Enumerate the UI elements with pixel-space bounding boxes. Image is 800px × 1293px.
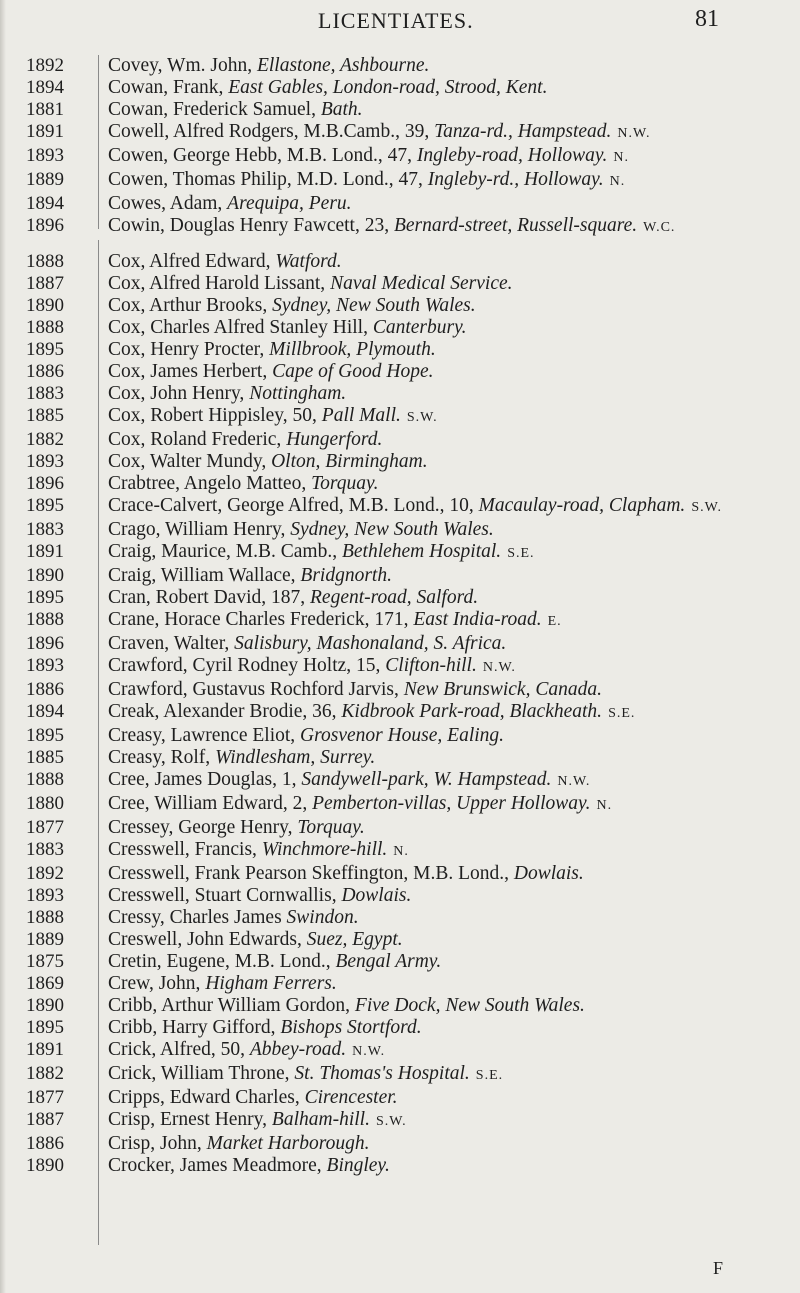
entry-year: 1892 xyxy=(26,863,64,884)
entry-address: Clifton-hill. xyxy=(385,655,477,676)
entry-year: 1869 xyxy=(26,973,64,994)
entry-text xyxy=(108,565,800,587)
entry-address: Winchmore-hill. xyxy=(261,839,388,860)
entry-text xyxy=(108,1039,800,1063)
list-item xyxy=(0,77,800,99)
entry-address: Windlesham, Surrey. xyxy=(215,747,376,768)
entry-address: Higham Ferrers. xyxy=(205,973,337,994)
list-item xyxy=(0,679,800,701)
entry-name: Cribb, Harry Gifford, xyxy=(108,1017,281,1038)
entry-year: 1894 xyxy=(26,77,64,98)
entry-year: 1888 xyxy=(26,907,64,928)
entry-text xyxy=(108,121,800,145)
entry-text xyxy=(108,1087,800,1109)
entry-text xyxy=(108,383,800,405)
entry-year: 1885 xyxy=(26,747,64,768)
list-item xyxy=(0,1087,800,1109)
entry-name: Crisp, Ernest Henry, xyxy=(108,1109,272,1130)
entry-text xyxy=(108,929,800,951)
entry-address: Sydney, New South Wales. xyxy=(290,519,494,540)
entry-address: Bernard-street, Russell-square. xyxy=(393,215,638,236)
entry-address: Dowlais. xyxy=(513,863,584,884)
entry-text xyxy=(108,655,800,679)
list-item xyxy=(0,99,800,121)
entry-name: Cressy, Charles James xyxy=(108,907,287,928)
entry-year: 1893 xyxy=(26,145,64,166)
list-item xyxy=(0,295,800,317)
list-item xyxy=(0,863,800,885)
entry-year: 1883 xyxy=(26,519,64,540)
entry-text xyxy=(108,863,800,885)
list-item xyxy=(0,473,800,495)
entry-name: Cox, Roland Frederic, xyxy=(108,429,287,450)
entry-address: St. Thomas's Hospital. xyxy=(294,1063,470,1084)
entry-address: Salisbury, Mashonaland, S. Africa. xyxy=(234,633,507,654)
entry-district: N. xyxy=(393,844,409,859)
entry-year: 1877 xyxy=(26,1087,64,1108)
entry-year: 1893 xyxy=(26,655,64,676)
entry-district: N.W. xyxy=(617,126,651,141)
entry-text xyxy=(108,839,800,863)
entry-name: Craig, Maurice, M.B. Camb., xyxy=(108,541,342,562)
entry-year: 1882 xyxy=(26,1063,64,1084)
entry-text xyxy=(108,1017,800,1039)
entry-address: Ingleby-road, Holloway. xyxy=(416,145,608,166)
entry-text xyxy=(108,215,800,239)
entry-district: S.W. xyxy=(691,500,723,515)
entry-name: Creasy, Rolf, xyxy=(108,747,216,768)
entry-name: Creak, Alexander Brodie, 36, xyxy=(108,701,342,722)
entry-name: Crisp, John, xyxy=(108,1133,207,1154)
entry-text xyxy=(108,747,800,769)
list-item xyxy=(0,1039,800,1063)
entry-name: Cressey, George Henry, xyxy=(108,817,298,838)
entry-text xyxy=(108,519,800,541)
entry-address: Olton, Birmingham. xyxy=(271,451,428,472)
list-item xyxy=(0,1133,800,1155)
list-item xyxy=(0,215,800,239)
entry-district: E. xyxy=(547,614,562,629)
entry-name: Crocker, James Meadmore, xyxy=(108,1155,327,1176)
entry-district: N.W. xyxy=(557,774,591,789)
entry-text xyxy=(108,793,800,817)
entry-district: S.W. xyxy=(406,410,438,425)
entry-year: 1890 xyxy=(26,995,64,1016)
entry-name: Cretin, Eugene, M.B. Lond., xyxy=(108,951,336,972)
entry-address: Torquay. xyxy=(297,817,365,838)
entry-text xyxy=(108,361,800,383)
entry-name: Cree, James Douglas, 1, xyxy=(108,769,302,790)
entry-name: Cowen, George Hebb, M.B. Lond., 47, xyxy=(108,145,417,166)
entry-name: Creasy, Lawrence Eliot, xyxy=(108,725,301,746)
list-item xyxy=(0,541,800,565)
entry-address: Torquay. xyxy=(311,473,379,494)
entry-text xyxy=(108,679,800,701)
entry-text xyxy=(108,907,800,929)
entry-name: Cox, James Herbert, xyxy=(108,361,273,382)
entry-district: N.W. xyxy=(482,660,516,675)
entry-year: 1882 xyxy=(26,429,64,450)
entry-address: Bengal Army. xyxy=(335,951,442,972)
entry-name: Crawford, Gustavus Rochford Jarvis, xyxy=(108,679,404,700)
entry-year: 1883 xyxy=(26,839,64,860)
list-item xyxy=(0,565,800,587)
entry-name: Cowell, Alfred Rodgers, M.B.Camb., 39, xyxy=(108,121,435,142)
entry-district: N. xyxy=(609,174,626,189)
entry-text xyxy=(108,973,800,995)
entry-address: Sydney, New South Wales. xyxy=(272,295,476,316)
entry-name: Cox, Alfred Edward, xyxy=(108,251,276,272)
entry-year: 1895 xyxy=(26,495,64,516)
entry-text xyxy=(108,885,800,907)
entry-address: Naval Medical Service. xyxy=(330,273,513,294)
list-item xyxy=(0,587,800,609)
entry-year: 1895 xyxy=(26,587,64,608)
entry-address: Suez, Egypt. xyxy=(306,929,403,950)
entry-name: Cox, Henry Procter, xyxy=(108,339,270,360)
entry-name: Cresswell, Stuart Cornwallis, xyxy=(108,885,342,906)
list-item xyxy=(0,251,800,273)
entry-year: 1895 xyxy=(26,725,64,746)
list-item xyxy=(0,383,800,405)
entry-text xyxy=(108,951,800,973)
list-item xyxy=(0,973,800,995)
list-item xyxy=(0,121,800,145)
entry-text xyxy=(108,169,800,193)
entry-year: 1886 xyxy=(26,361,64,382)
list-item xyxy=(0,929,800,951)
entry-text xyxy=(108,633,800,655)
entry-year: 1891 xyxy=(26,121,64,142)
entry-text xyxy=(108,55,800,77)
entry-text xyxy=(108,995,800,1017)
entry-year: 1875 xyxy=(26,951,64,972)
entry-year: 1887 xyxy=(26,273,64,294)
entry-district: N.W. xyxy=(352,1044,386,1059)
entry-text xyxy=(108,609,800,633)
entry-text xyxy=(108,317,800,339)
entry-year: 1894 xyxy=(26,701,64,722)
list-item xyxy=(0,429,800,451)
entry-name: Crick, William Throne, xyxy=(108,1063,295,1084)
entry-address: New Brunswick, Canada. xyxy=(403,679,602,700)
entry-year: 1888 xyxy=(26,317,64,338)
entry-name: Cox, Charles Alfred Stanley Hill, xyxy=(108,317,373,338)
entry-address: Swindon. xyxy=(286,907,359,928)
entry-year: 1890 xyxy=(26,565,64,586)
entry-address: Canterbury. xyxy=(372,317,467,338)
entry-text xyxy=(108,725,800,747)
entry-name: Crago, William Henry, xyxy=(108,519,291,540)
signature-mark: F xyxy=(713,1258,724,1278)
entry-address: Bingley. xyxy=(326,1155,390,1176)
entry-address: Market Harborough. xyxy=(206,1133,370,1154)
entry-year: 1885 xyxy=(26,405,64,426)
entry-text xyxy=(108,473,800,495)
entry-address: Dowlais. xyxy=(341,885,412,906)
list-item xyxy=(0,747,800,769)
entry-address: Macaulay-road, Clapham. xyxy=(478,495,686,516)
entry-text xyxy=(108,77,800,99)
entry-name: Cox, John Henry, xyxy=(108,383,250,404)
list-item xyxy=(0,1109,800,1133)
entry-year: 1890 xyxy=(26,1155,64,1176)
entry-text xyxy=(108,193,800,215)
entry-name: Cran, Robert David, 187, xyxy=(108,587,311,608)
entry-address: Hungerford. xyxy=(286,429,383,450)
entry-year: 1895 xyxy=(26,339,64,360)
entry-name: Cowin, Douglas Henry Fawcett, 23, xyxy=(108,215,394,236)
entry-text xyxy=(108,451,800,473)
list-item xyxy=(0,169,800,193)
entry-name: Crick, Alfred, 50, xyxy=(108,1039,250,1060)
entry-text xyxy=(108,1155,800,1177)
list-item xyxy=(0,725,800,747)
entry-year: 1886 xyxy=(26,1133,64,1154)
entry-district: S.W. xyxy=(375,1114,407,1129)
entry-name: Craven, Walter, xyxy=(108,633,235,654)
entry-year: 1891 xyxy=(26,1039,64,1060)
entry-name: Crawford, Cyril Rodney Holtz, 15, xyxy=(108,655,386,676)
entry-text xyxy=(108,701,800,725)
entry-address: Bethlehem Hospital. xyxy=(341,541,502,562)
list-item xyxy=(0,273,800,295)
entry-text xyxy=(108,251,800,273)
list-item xyxy=(0,817,800,839)
entry-text xyxy=(108,99,800,121)
entry-text xyxy=(108,1133,800,1155)
entry-year: 1896 xyxy=(26,473,64,494)
entry-name: Cresswell, Frank Pearson Skeffington, M.B. Lond., xyxy=(108,863,514,884)
entry-address: Ellastone, Ashbourne. xyxy=(256,55,430,76)
entry-year: 1894 xyxy=(26,193,64,214)
entry-text xyxy=(108,541,800,565)
page-header xyxy=(0,4,800,38)
list-item xyxy=(0,495,800,519)
entry-name: Crew, John, xyxy=(108,973,206,994)
entry-address: Sandywell-park, W. Hampstead. xyxy=(301,769,552,790)
entry-name: Cowes, Adam, xyxy=(108,193,228,214)
entry-name: Crane, Horace Charles Frederick, 171, xyxy=(108,609,414,630)
entry-address: Grosvenor House, Ealing. xyxy=(300,725,505,746)
entry-address: Millbrook, Plymouth. xyxy=(269,339,436,360)
list-item xyxy=(0,1017,800,1039)
entry-year: 1888 xyxy=(26,609,64,630)
entry-year: 1895 xyxy=(26,1017,64,1038)
page-number: 81 xyxy=(695,6,719,32)
entry-address: Abbey-road. xyxy=(249,1039,347,1060)
entry-district: S.E. xyxy=(608,706,636,721)
entry-name: Craig, William Wallace, xyxy=(108,565,301,586)
list-item xyxy=(0,193,800,215)
entry-year: 1889 xyxy=(26,169,64,190)
entry-year: 1888 xyxy=(26,251,64,272)
list-item xyxy=(0,701,800,725)
entry-address: Watford. xyxy=(275,251,342,272)
entry-address: Cirencester. xyxy=(304,1087,398,1108)
entry-text xyxy=(108,495,800,519)
list-item xyxy=(0,339,800,361)
entry-year: 1896 xyxy=(26,215,64,236)
entry-address: Regent-road, Salford. xyxy=(310,587,479,608)
entry-name: Creswell, John Edwards, xyxy=(108,929,307,950)
entry-address: Pall Mall. xyxy=(321,405,401,426)
entry-address: Bishops Stortford. xyxy=(280,1017,422,1038)
entry-address: Tanza-rd., Hampstead. xyxy=(434,121,612,142)
entry-text xyxy=(108,429,800,451)
entry-year: 1890 xyxy=(26,295,64,316)
entry-text xyxy=(108,273,800,295)
list-item xyxy=(0,1063,800,1087)
list-item xyxy=(0,951,800,973)
entry-text xyxy=(108,405,800,429)
entry-address: East India-road. xyxy=(413,609,542,630)
licentiates-list xyxy=(0,55,800,1177)
entry-district: N. xyxy=(613,150,629,165)
entry-address: Bridgnorth. xyxy=(300,565,392,586)
list-item xyxy=(0,55,800,77)
entry-year: 1886 xyxy=(26,679,64,700)
entry-year: 1877 xyxy=(26,817,64,838)
entry-name: Cowan, Frederick Samuel, xyxy=(108,99,321,120)
entry-year: 1883 xyxy=(26,383,64,404)
entry-text xyxy=(108,587,800,609)
entry-year: 1880 xyxy=(26,793,64,814)
entry-name: Cripps, Edward Charles, xyxy=(108,1087,305,1108)
list-item xyxy=(0,655,800,679)
entry-district: S.E. xyxy=(475,1068,504,1083)
entry-text xyxy=(108,295,800,317)
list-item xyxy=(0,995,800,1017)
entry-text xyxy=(108,1063,800,1087)
entry-name: Cowan, Frank, xyxy=(108,77,229,98)
list-item xyxy=(0,519,800,541)
entry-year: 1893 xyxy=(26,451,64,472)
entry-text xyxy=(108,769,800,793)
entry-text xyxy=(108,817,800,839)
list-item xyxy=(0,633,800,655)
entry-address: Pemberton-villas, Upper Holloway. xyxy=(312,793,591,814)
entry-year: 1889 xyxy=(26,929,64,950)
entry-name: Cree, William Edward, 2, xyxy=(108,793,313,814)
entry-name: Cribb, Arthur William Gordon, xyxy=(108,995,355,1016)
list-item xyxy=(0,769,800,793)
list-item xyxy=(0,317,800,339)
entry-year: 1887 xyxy=(26,1109,64,1130)
entry-address: Bath. xyxy=(320,99,363,120)
entry-year: 1881 xyxy=(26,99,64,120)
entry-name: Cox, Arthur Brooks, xyxy=(108,295,273,316)
list-item xyxy=(0,885,800,907)
list-item xyxy=(0,405,800,429)
list-item xyxy=(0,793,800,817)
entry-name: Cresswell, Francis, xyxy=(108,839,262,860)
entry-name: Crabtree, Angelo Matteo, xyxy=(108,473,312,494)
entry-year: 1896 xyxy=(26,633,64,654)
entry-year: 1891 xyxy=(26,541,64,562)
entry-name: Cox, Robert Hippisley, 50, xyxy=(108,405,322,426)
list-item xyxy=(0,1155,800,1177)
list-item xyxy=(0,609,800,633)
entry-district: S.E. xyxy=(507,546,535,561)
entry-address: Cape of Good Hope. xyxy=(272,361,434,382)
entry-address: Arequipa, Peru. xyxy=(227,193,352,214)
list-item xyxy=(0,145,800,169)
entry-name: Cox, Alfred Harold Lissant, xyxy=(108,273,331,294)
entry-name: Covey, Wm. John, xyxy=(108,55,257,76)
list-item xyxy=(0,907,800,929)
entry-district: N. xyxy=(596,798,613,813)
entry-district: W.C. xyxy=(643,220,676,235)
entry-name: Crace-Calvert, George Alfred, M.B. Lond., 10, xyxy=(108,495,479,516)
entry-name: Cowen, Thomas Philip, M.D. Lond., 47, xyxy=(108,169,428,190)
entry-address: Balham-hill. xyxy=(271,1109,370,1130)
entry-year: 1892 xyxy=(26,55,64,76)
entry-text xyxy=(108,145,800,169)
entry-text xyxy=(108,1109,800,1133)
list-item xyxy=(0,451,800,473)
list-item xyxy=(0,361,800,383)
entry-address: Ingleby-rd., Holloway. xyxy=(427,169,604,190)
entry-address: Five Dock, New South Wales. xyxy=(354,995,585,1016)
entry-address: Nottingham. xyxy=(249,383,347,404)
entry-year: 1888 xyxy=(26,769,64,790)
entry-address: East Gables, London-road, Strood, Kent. xyxy=(228,77,548,98)
entry-name: Cox, Walter Mundy, xyxy=(108,451,272,472)
list-item xyxy=(0,839,800,863)
running-title: LICENTIATES. xyxy=(318,8,474,33)
entry-address: Kidbrook Park-road, Blackheath. xyxy=(341,701,603,722)
entry-year: 1893 xyxy=(26,885,64,906)
entry-text xyxy=(108,339,800,361)
